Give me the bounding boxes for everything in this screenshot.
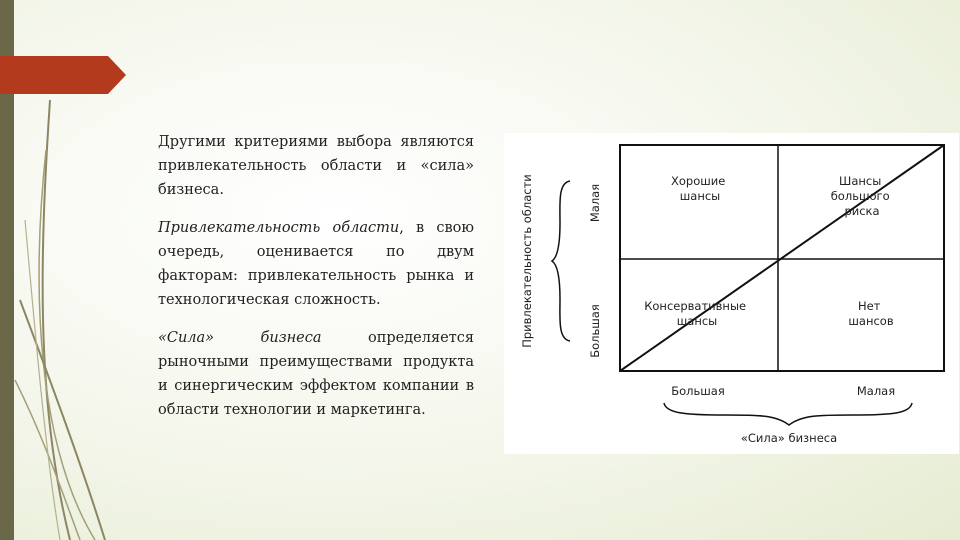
body-text: [158, 130, 474, 436]
paragraph-strength: [158, 326, 474, 422]
x-level-left: Большая: [671, 384, 725, 398]
y-level-bottom: Большая: [588, 304, 602, 358]
cell-bottom-left: Консервативные шансы: [644, 299, 747, 328]
x-axis-title: «Сила» бизнеса: [740, 431, 838, 445]
term-attractiveness: Привлекательность области: [158, 220, 400, 236]
title-marker-shape: [0, 56, 126, 94]
cell-top-left: Хорошие шансы: [671, 174, 726, 203]
x-axis-brace: [664, 403, 912, 425]
y-axis-brace: [552, 181, 570, 341]
strength-definition: определяется рыночными преимуществами продукта и синергическим эффектом компании в области технологии и маркетинга.: [158, 330, 474, 418]
term-strength: «Сила» бизнеса: [158, 330, 322, 346]
paragraph-criteria: Другими критериями выбора являются привлекательность области и «сила» бизнеса.: [158, 134, 474, 198]
y-axis-title: Привлекательность области: [520, 174, 534, 348]
matrix-diagram: [504, 133, 959, 454]
matrix-diagram-panel: [504, 133, 959, 454]
attractiveness-definition: , в свою очередь, оценивается по двум факторам: привлекательность рынка и технологическая сложность.: [158, 220, 474, 308]
cell-top-right: Шансы большого риска: [830, 174, 890, 218]
paragraph-attractiveness: [158, 216, 474, 312]
x-level-right: Малая: [856, 384, 896, 398]
y-level-top: Малая: [588, 183, 602, 223]
matrix-diagonal: [620, 145, 944, 371]
cell-bottom-right: Нет шансов: [848, 299, 894, 328]
